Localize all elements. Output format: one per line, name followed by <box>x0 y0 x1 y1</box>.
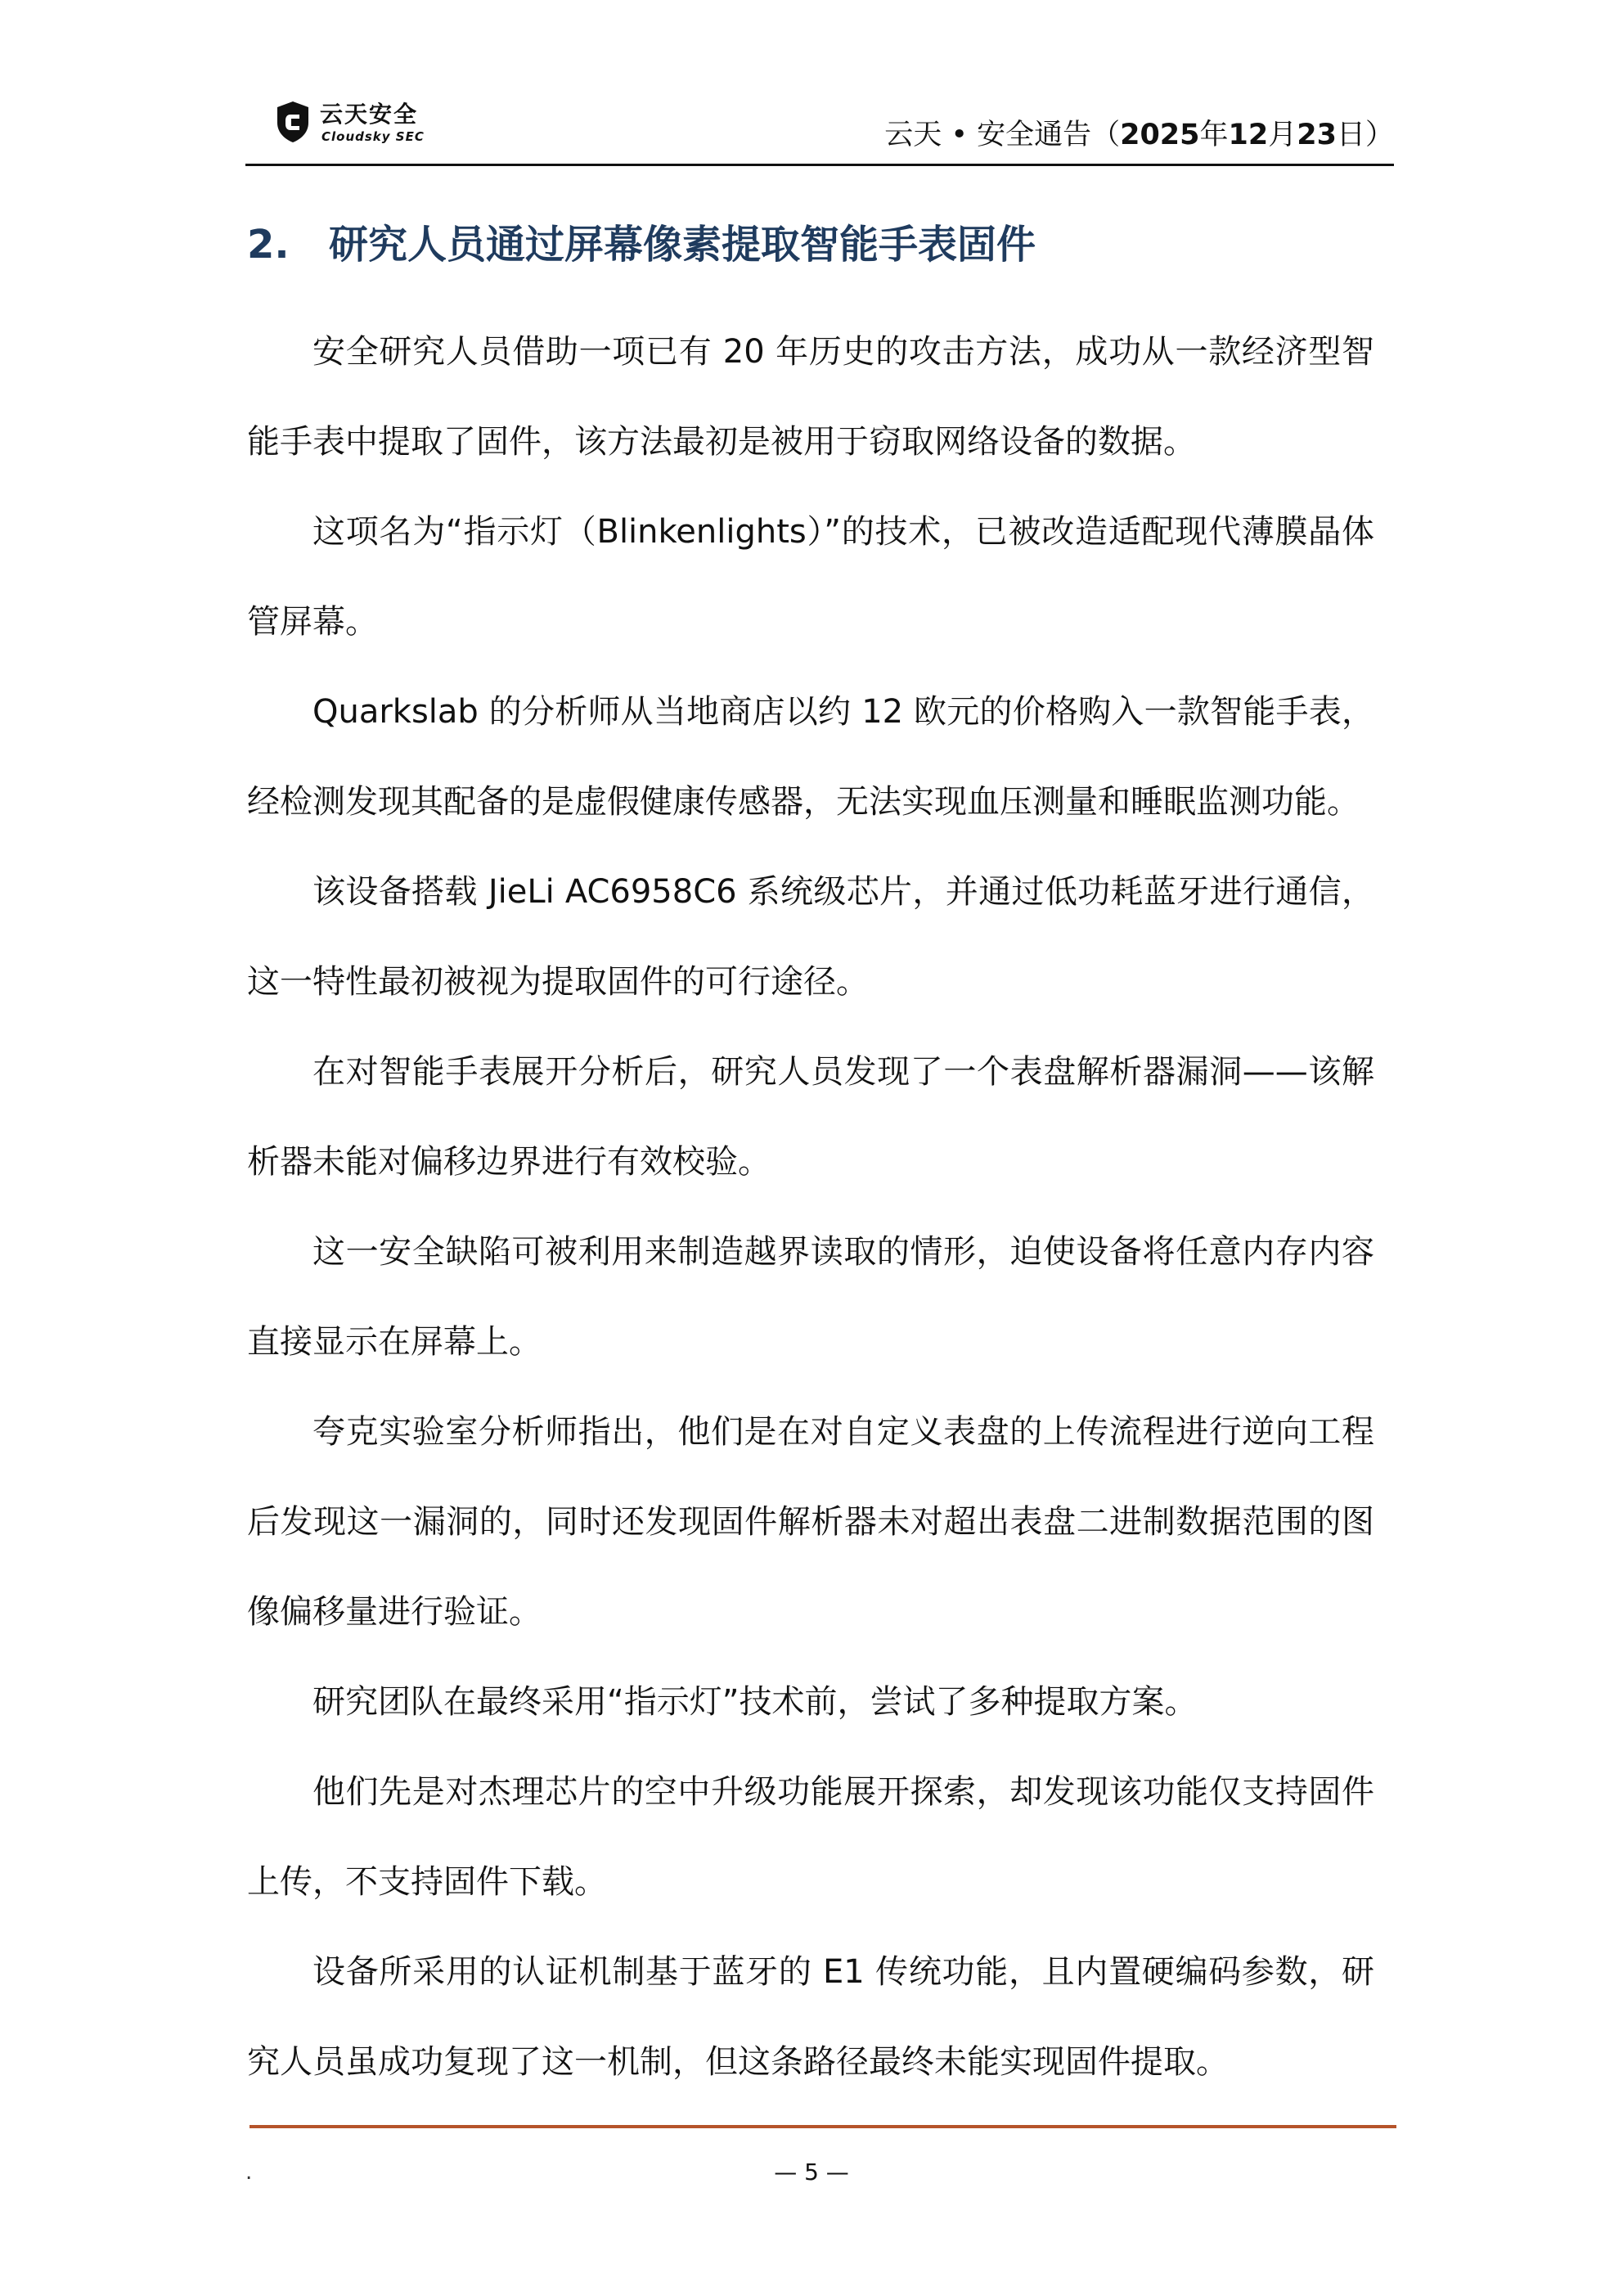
header-bulletin-title <box>884 115 1394 155</box>
header-month-unit: 月 <box>1268 119 1297 151</box>
footer-divider <box>250 2125 1396 2128</box>
footer-mark: . <box>245 2160 253 2185</box>
header-day: 23 <box>1297 119 1337 151</box>
section-title-text: 研究人员通过屏幕像素提取智能手表固件 <box>329 222 1036 268</box>
section-number: 2. <box>247 222 290 268</box>
paragraph: 夸克实验室分析师指出，他们是在对自定义表盘的上传流程进行逆向工程后发现这一漏洞的，同时还发现固件解析器未对超出表盘二进制数据范围的图像偏移量进行验证。 <box>247 1413 1374 1631</box>
company-logo <box>274 100 429 151</box>
article-body <box>247 307 1374 2107</box>
page-number: — 5 — <box>774 2159 849 2186</box>
header-year: 2025 <box>1120 119 1200 151</box>
paragraph: 这项名为“指示灯（Blinkenlights）”的技术，已被改造适配现代薄膜晶体管屏幕。 <box>247 513 1374 641</box>
logo-english-name: Cloudsky SEC <box>321 129 425 144</box>
paragraph: 研究团队在最终采用“指示灯”技术前，尝试了多种提取方案。 <box>312 1683 1198 1721</box>
section-heading <box>247 218 1036 272</box>
logo-chinese-name: 云天安全 <box>320 101 419 128</box>
paragraph: 在对智能手表展开分析后，研究人员发现了一个表盘解析器漏洞——该解析器未能对偏移边界进行有效校验。 <box>247 1053 1374 1181</box>
paragraph: 安全研究人员借助一项已有 20 年历史的攻击方法，成功从一款经济型智能手表中提取了固件，该方法最初是被用于窃取网络设备的数据。 <box>247 333 1374 461</box>
paragraph: Quarkslab 的分析师从当地商店以约 12 欧元的价格购入一款智能手表，经检测发现其配备的是虚假健康传感器，无法实现血压测量和睡眠监测功能。 <box>247 693 1374 821</box>
cloudsky-shield-icon <box>274 100 312 144</box>
header-month: 12 <box>1228 119 1269 151</box>
header-day-unit: 日） <box>1336 119 1394 151</box>
header-divider <box>245 164 1394 166</box>
header-year-unit: 年 <box>1199 119 1229 151</box>
paragraph: 该设备搭载 JieLi AC6958C6 系统级芯片，并通过低功耗蓝牙进行通信，这一特性最初被视为提取固件的可行途径。 <box>247 873 1374 1001</box>
paragraph: 设备所采用的认证机制基于蓝牙的 E1 传统功能，且内置硬编码参数，研究人员虽成功复现了这一机制，但这条路径最终未能实现固件提取。 <box>247 1953 1374 2081</box>
paragraph: 这一安全缺陷可被利用来制造越界读取的情形，迫使设备将任意内存内容直接显示在屏幕上。 <box>247 1233 1374 1361</box>
paragraph: 他们先是对杰理芯片的空中升级功能展开探索，却发现该功能仅支持固件上传，不支持固件下载。 <box>247 1773 1374 1901</box>
header-title-prefix: 云天 • 安全通告（ <box>884 119 1121 151</box>
